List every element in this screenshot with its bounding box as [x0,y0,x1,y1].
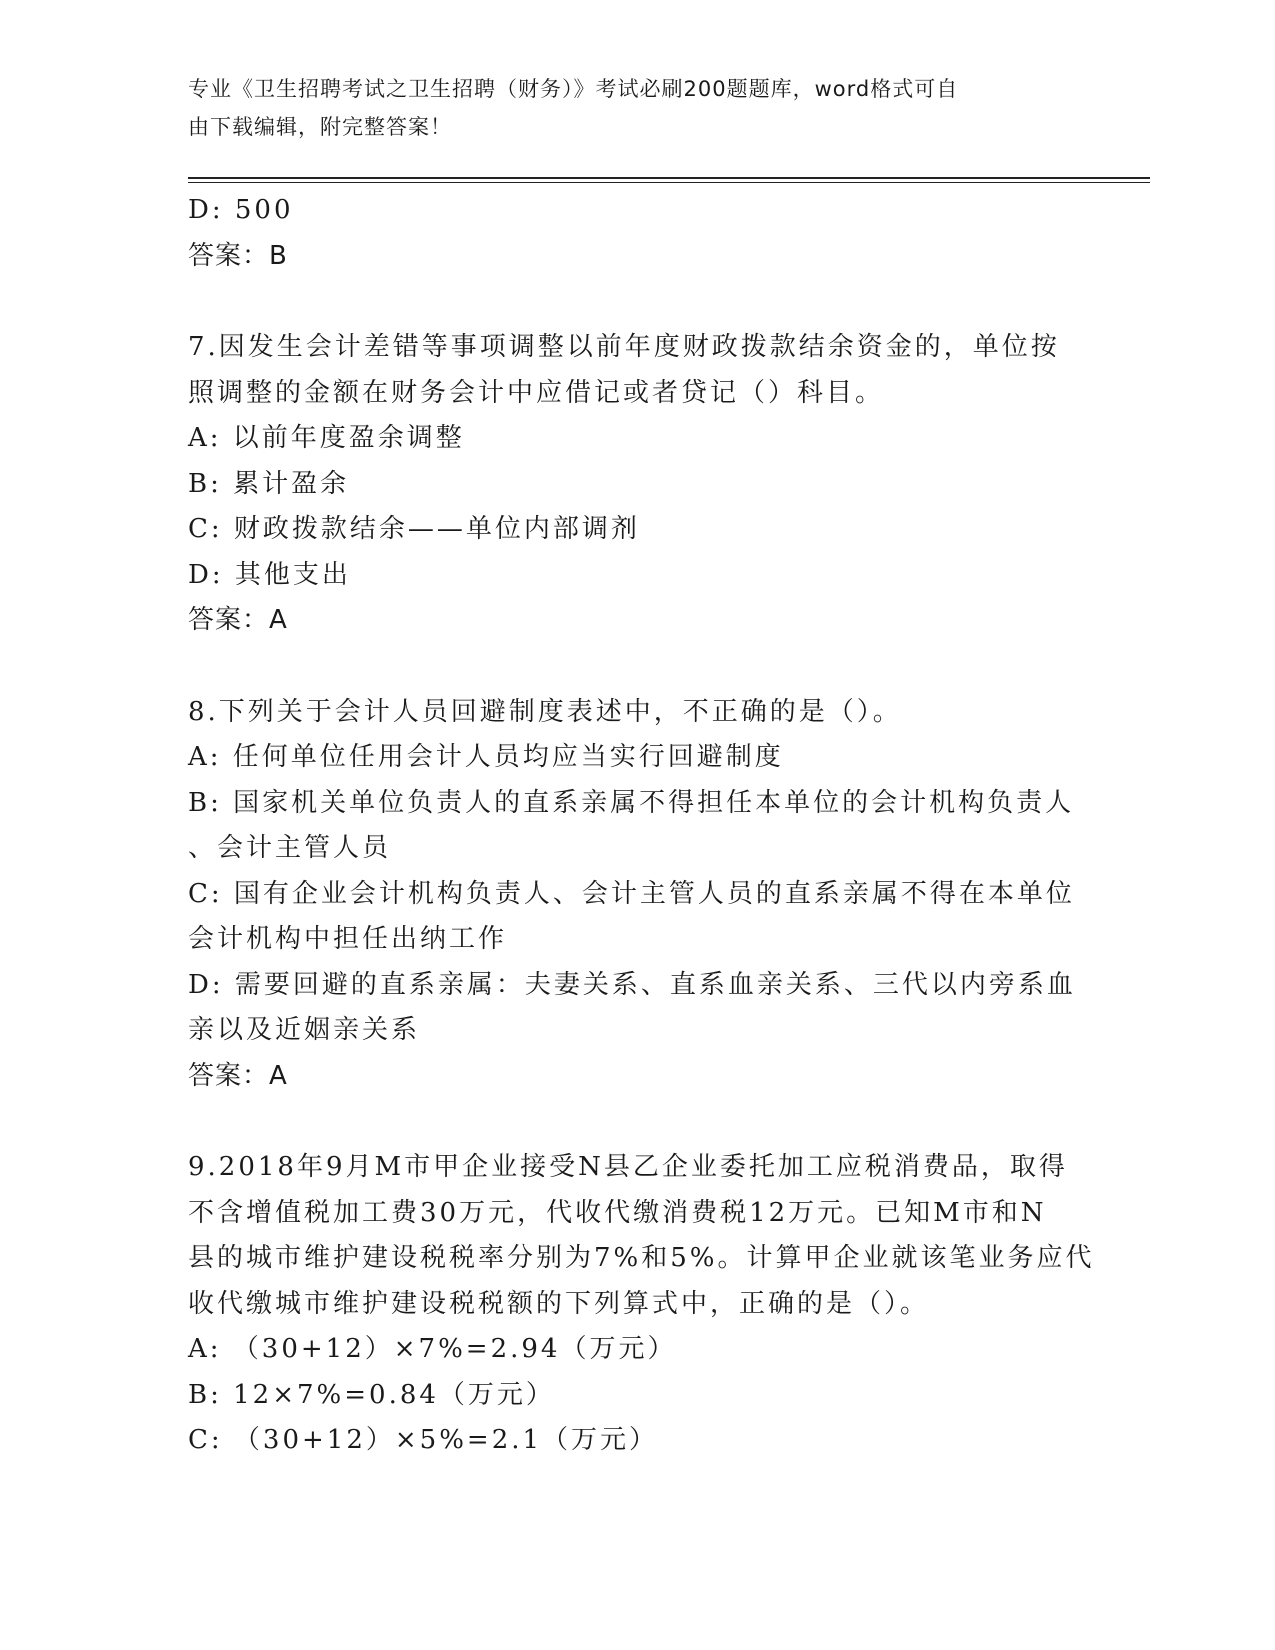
option-d-continued: 亲以及近姻亲关系 [188,1015,421,1045]
header-title-line-1: 专业《卫生招聘考试之卫生招聘（财务）》考试必刷200题题库，word格式可自 [188,77,959,101]
header-title-line-2: 由下载编辑，附完整答案！ [188,115,452,139]
spacer [188,279,1088,325]
page-header [188,70,1068,146]
question-stem: 8.下列关于会计人员回避制度表述中，不正确的是（）。 [188,696,902,727]
option-c-continued: 会计机构中担任出纳工作 [188,924,508,954]
question-stem: 收代缴城市维护建设税税额的下列算式中，正确的是（）。 [188,1288,930,1319]
spacer [188,1099,1088,1145]
option-a: A: 以前年度盈余调整 [188,423,465,453]
header-divider-thick [188,177,1150,179]
question-stem: 县的城市维护建设税税率分别为7%和5%。计算甲企业就该笔业务应代 [188,1243,1095,1273]
answer-line: 答案：A [188,605,288,635]
question-stem: 9.2018年9月M市甲企业接受N县乙企业委托加工应税消费品，取得 [188,1152,1068,1182]
header-divider-thin [188,182,1150,183]
question-9 [188,1145,1095,1464]
option-c: C: （30+12）×5%=2.1（万元） [188,1425,659,1455]
question-8 [188,690,1088,1100]
question-7 [188,325,1088,644]
option-a: A: 任何单位任用会计人员均应当实行回避制度 [188,742,784,772]
question-stem: 不含增值税加工费30万元，代收代缴消费税12万元。已知M市和N [188,1197,1047,1228]
previous-question-tail [188,188,1088,279]
option-d: D: 其他支出 [188,559,351,590]
option-a: A: （30+12）×7%=2.94（万元） [188,1334,677,1364]
option-d: D: 需要回避的直系亲属：夫妻关系、直系血亲关系、三代以内旁系血 [188,969,1076,1000]
question-stem: 照调整的金额在财务会计中应借记或者贷记（）科目。 [188,377,885,408]
option-b: B: 国家机关单位负责人的直系亲属不得担任本单位的会计机构负责人 [188,787,1075,818]
spacer [188,644,1088,690]
option-b: B: 累计盈余 [188,468,350,499]
option-c: C: 国有企业会计机构负责人、会计主管人员的直系亲属不得在本单位 [188,878,1075,909]
answer-line: 答案：B [188,240,288,271]
option-b-continued: 、会计主管人员 [188,833,392,863]
question-stem: 7.因发生会计差错等事项调整以前年度财政拨款结余资金的，单位按 [188,332,1060,362]
option-c: C: 财政拨款结余——单位内部调剂 [188,514,640,544]
answer-line: 答案：A [188,1060,288,1091]
option-b: B: 12×7%=0.84（万元） [188,1379,555,1410]
document-body [188,188,1095,1464]
option-d: D: 500 [188,195,294,225]
